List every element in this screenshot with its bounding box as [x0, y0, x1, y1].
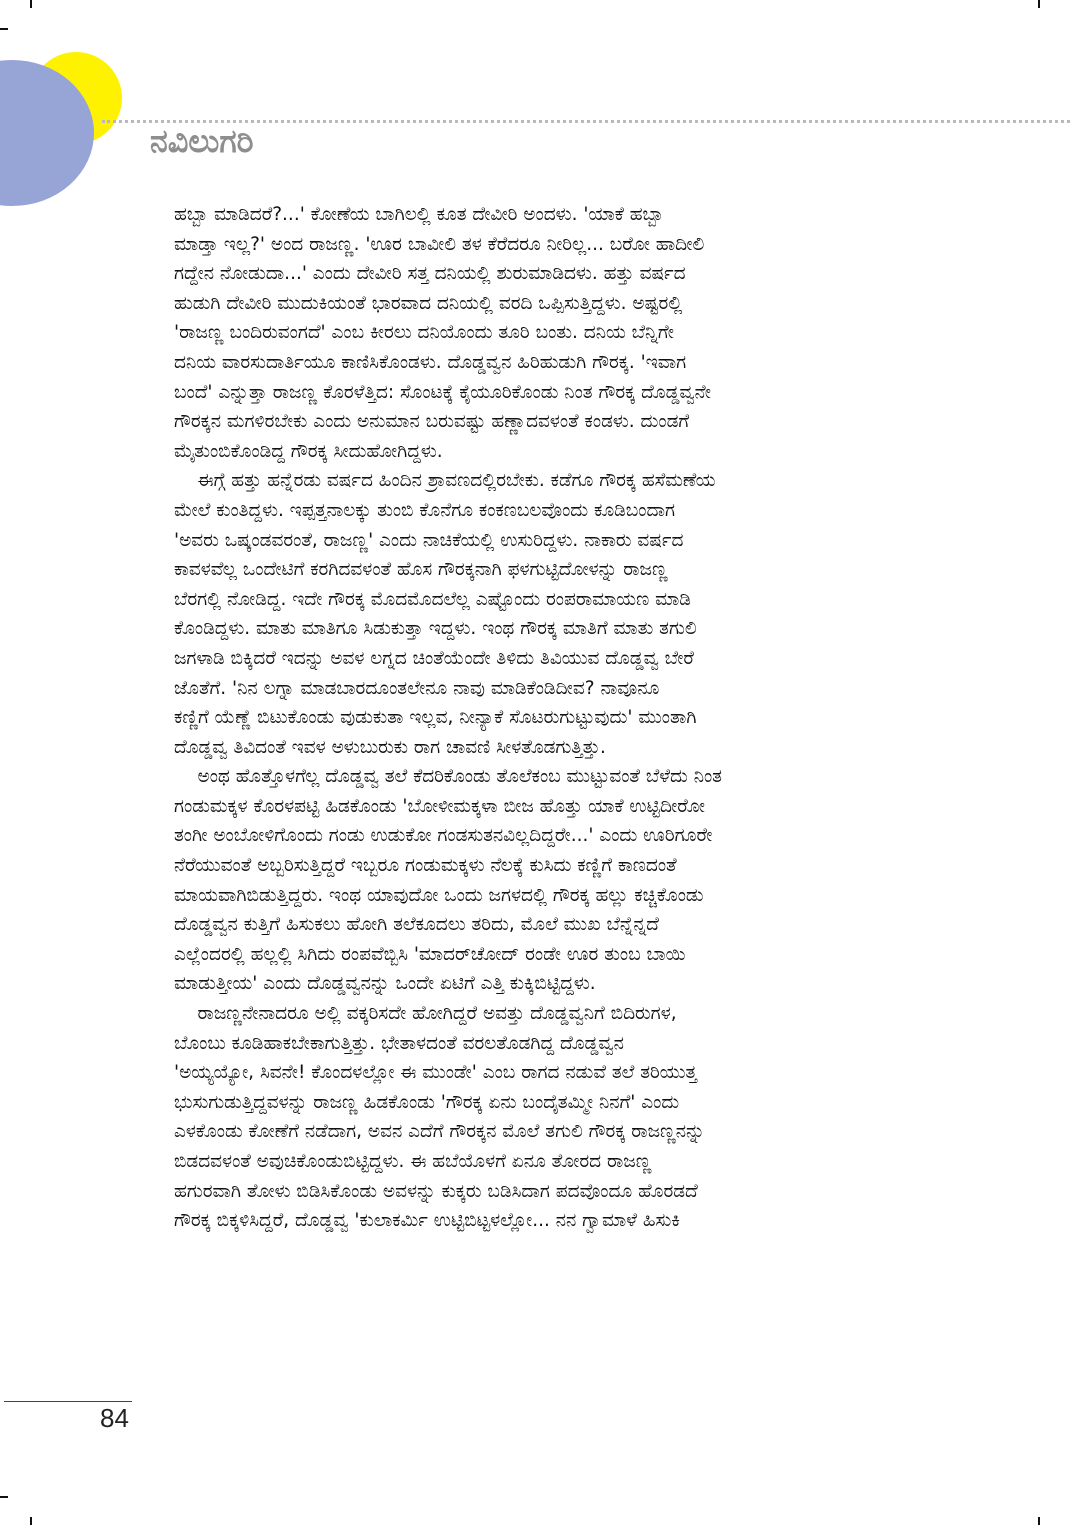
text-line: ಗೌರಕ್ಕನ ಮಗಳಿರಬೇಕು ಎಂದು ಅನುಮಾನ ಬರುವಷ್ಟು ಹಣ್ಣಾದವಳಂತೆ ಕಂಡಳು. ದುಂಡಗೆ — [174, 411, 690, 433]
text-line: ಬೊಂಬು ಕೂಡಿಹಾಕಬೇಕಾಗುತ್ತಿತ್ತು. ಭೇತಾಳದಂತೆ ವರಲತೊಡಗಿದ್ದ ದೊಡ್ಡವ್ವನ — [174, 1032, 624, 1054]
text-line: ಎಳಕೊಂಡು ಕೋಣೆಗೆ ನಡೆದಾಗ, ಅವನ ಎದೆಗೆ ಗೌರಕ್ಕನ ಮೊಲೆ ತಗುಲಿ ಗೌರಕ್ಕ ರಾಜಣ್ಣನನ್ನು — [174, 1121, 705, 1143]
text-line: ಬೆರಗಲ್ಲಿ ನೋಡಿದ್ದ. ಇದೇ ಗೌರಕ್ಕ ಮೊದಮೊದಲೆಲ್ಲ ಎಷ್ಟೊಂದು ರಂಪರಾಮಾಯಣ ಮಾಡಿ — [174, 588, 691, 610]
text-line: 'ರಾಜಣ್ಣ ಬಂದಿರುವಂಗದೆ' ಎಂಬ ಕೀರಲು ದನಿಯೊಂದು ತೂರಿ ಬಂತು. ದನಿಯ ಬೆನ್ನಿಗೇ — [174, 322, 674, 344]
crop-mark-bottom-left — [30, 1517, 32, 1525]
crop-mark-top-right — [1038, 0, 1040, 8]
body-text — [174, 200, 944, 1236]
text-line: ಮೈತುಂಬಿಕೊಂಡಿದ್ದ ಗೌರಕ್ಕ ಸೀದುಹೋಗಿದ್ದಳು. — [174, 440, 443, 462]
text-line: ನೆರೆಯುವಂತೆ ಅಬ್ಬರಿಸುತ್ತಿದ್ದರೆ ಇಬ್ಬರೂ ಗಂಡುಮಕ್ಕಳು ನೆಲಕ್ಕೆ ಕುಸಿದು ಕಣ್ಣಿಗೆ ಕಾಣದಂತೆ — [174, 855, 677, 877]
crop-mark-bottom-left-h — [0, 1496, 8, 1498]
text-line: ಗೌರಕ್ಕ ಬಿಕ್ಕಳಿಸಿದ್ದರೆ, ದೊಡ್ಡವ್ವ 'ಕುಲಾಕರ್ಮಿ ಉಟ್ಟಿಬಿಟ್ಟಳಲ್ಲೋ... ನನ ಗ್ವಾಮಾಳೆ ಹಿಸುಕಿ — [174, 1210, 680, 1232]
text-line: ಕಾವಳವೆಲ್ಲ ಒಂದೇಟಿಗೆ ಕರಗಿದವಳಂತೆ ಹೊಸ ಗೌರಕ್ಕನಾಗಿ ಫಳಗುಟ್ಟಿದೋಳನ್ನು ರಾಜಣ್ಣ — [174, 559, 668, 581]
text-line: ಅಂಥ ಹೊತ್ತೊಳಗೆಲ್ಲ ದೊಡ್ಡವ್ವ ತಲೆ ಕೆದರಿಕೊಂಡು ತೊಲೆಕಂಬ ಮುಟ್ಟುವಂತೆ ಬೆಳೆದು ನಿಂತ — [174, 766, 722, 788]
text-line: ಜಗಳಾಡಿ ಬಿಕ್ಕಿದರೆ ಇದನ್ನು ಅವಳ ಲಗ್ನದ ಚಿಂತೆಯೆಂದೇ ತಿಳಿದು ತಿವಿಯುವ ದೊಡ್ಡವ್ವ ಬೇರೆ — [174, 647, 694, 669]
text-line: ದನಿಯ ವಾರಸುದಾರ್ತಿಯೂ ಕಾಣಿಸಿಕೊಂಡಳು. ದೊಡ್ಡವ್ವನ ಹಿರಿಹುಡುಗಿ ಗೌರಕ್ಕ. 'ಇವಾಗ — [174, 351, 687, 373]
text-line: ಹಬ್ಬಾ ಮಾಡಿದರೆ?...' ಕೋಣೆಯ ಬಾಗಿಲಲ್ಲಿ ಕೂತ ದೇವೀರಿ ಅಂದಳು. 'ಯಾಕೆ ಹಬ್ಬಾ — [174, 204, 664, 225]
text-line: ಈಗ್ಗೆ ಹತ್ತು ಹನ್ನೆರಡು ವರ್ಷದ ಹಿಂದಿನ ಶ್ರಾವಣದಲ್ಲಿರಬೇಕು. ಕಡೆಗೂ ಗೌರಕ್ಕ ಹಸೆಮಣೆಯ — [174, 470, 716, 492]
text-line: ಎಲ್ಲೆಂದರಲ್ಲಿ ಹಲ್ಲಲ್ಲಿ ಸಿಗಿದು ರಂಪವೆಬ್ಬಿಸಿ 'ಮಾದರ್‌ಚೋದ್ ರಂಡೇ ಊರ ತುಂಬ ಬಾಯಿ — [174, 943, 686, 965]
text-line: ದೊಡ್ಡವ್ವನ ಕುತ್ತಿಗೆ ಹಿಸುಕಲು ಹೋಗಿ ತಲೆಕೂದಲು ತರಿದು, ಮೊಲೆ ಮುಖ ಬೆನ್ನೆನ್ನದೆ — [174, 914, 659, 936]
crop-mark-top-left — [30, 0, 32, 8]
text-line: ರಾಜಣ್ಣನೇನಾದರೂ ಅಲ್ಲಿ ವಕ್ಕರಿಸದೇ ಹೋಗಿದ್ದರೆ ಅವತ್ತು ದೊಡ್ಡವ್ವನಿಗೆ ಬಿದಿರುಗಳ, — [174, 1003, 677, 1025]
section-title: ನವಿಲುಗರಿ — [150, 122, 254, 160]
crop-mark-bottom-right — [1038, 1517, 1040, 1525]
text-line: ಕಣ್ಣಿಗೆ ಯೆಣ್ಣೆ ಬಿಟುಕೊಂಡು ವುಡುಕುತಾ ಇಲ್ಲವ, ನೀನ್ಯಾಕೆ ಸೊಟರುಗುಟ್ಟುವುದು' ಮುಂತಾಗಿ — [174, 707, 697, 729]
crop-mark-top-left-h — [0, 28, 8, 30]
text-line: ಕೊಂಡಿದ್ದಳು. ಮಾತು ಮಾತಿಗೂ ಸಿಡುಕುತ್ತಾ ಇದ್ದಳು. ಇಂಥ ಗೌರಕ್ಕ ಮಾತಿಗೆ ಮಾತು ತಗುಲಿ — [174, 618, 697, 640]
text-line: ತಂಗೀ ಅಂಬೋಳಿಗೊಂದು ಗಂಡು ಉಡುಕೋ ಗಂಡಸುತನವಿಲ್ಲದಿದ್ದರೇ...' ಎಂದು ಊರಿಗೂರೇ — [174, 825, 713, 847]
text-line: 'ಅಯ್ಯಯ್ಯೋ, ಸಿವನೇ! ಕೊಂದಳಲ್ಲೋ ಈ ಮುಂಡೇ' ಎಂಬ ರಾಗದ ನಡುವೆ ತಲೆ ತರಿಯುತ್ತ — [174, 1062, 697, 1084]
text-line: ಹುಡುಗಿ ದೇವೀರಿ ಮುದುಕಿಯಂತೆ ಭಾರವಾದ ದನಿಯಲ್ಲಿ ವರದಿ ಒಪ್ಪಿಸುತ್ತಿದ್ದಳು. ಅಷ್ಟರಲ್ಲಿ — [174, 292, 683, 314]
text-line: 'ಅವರು ಒಷ್ಕಂಡವರಂತೆ, ರಾಜಣ್ಣ' ಎಂದು ನಾಚಿಕೆಯಲ್ಲಿ ಉಸುರಿದ್ದಳು. ನಾಕಾರು ವರ್ಷದ — [174, 529, 684, 551]
text-line: ದೊಡ್ಡವ್ವ ತಿವಿದಂತೆ ಇವಳ ಅಳುಬುರುಕು ರಾಗ ಚಾವಣಿ ಸೀಳತೊಡಗುತ್ತಿತ್ತು. — [174, 736, 606, 758]
page-number: 84 — [100, 1403, 129, 1433]
text-line: ಮೇಲೆ ಕುಂತಿದ್ದಳು. ಇಪ್ಪತ್ತನಾಲಕ್ಕು ತುಂಬಿ ಕೊನೆಗೂ ಕಂಕಣಬಲವೊಂದು ಕೂಡಿಬಂದಾಗ — [174, 499, 675, 521]
text-line: ಬಂದೆ' ಎನ್ನುತ್ತಾ ರಾಜಣ್ಣ ಕೊರಳೆತ್ತಿದ: ಸೊಂಟಕ್ಕೆ ಕೈಯೂರಿಕೊಂಡು ನಿಂತ ಗೌರಕ್ಕ ದೊಡ್ಡವ್ವನೇ — [174, 381, 711, 403]
text-line: ಜೊತೆಗೆ. 'ನಿನ ಲಗ್ನಾ ಮಾಡಬಾರದೂಂತಲೇನೂ ನಾವು ಮಾಡಿಕೆಂಡಿದೀವ? ನಾವೂನೂ — [174, 677, 660, 699]
text-line: ಮಾಯವಾಗಿಬಿಡುತ್ತಿದ್ದರು. ಇಂಥ ಯಾವುದೋ ಒಂದು ಜಗಳದಲ್ಲಿ ಗೌರಕ್ಕ ಹಲ್ಲು ಕಚ್ಚಿಕೊಂಡು — [174, 884, 704, 906]
text-line: ಭುಸುಗುಡುತ್ತಿದ್ದವಳನ್ನು ರಾಜಣ್ಣ ಹಿಡಕೊಂಡು 'ಗೌರಕ್ಕ ಏನು ಬಂದೈತಮ್ಮೀ ನಿನಗೆ' ಎಂದು — [174, 1091, 680, 1113]
text-line: ಗಂಡುಮಕ್ಕಳ ಕೊರಳಪಟ್ಟಿ ಹಿಡಕೊಂಡು 'ಬೋಳೀಮಕ್ಕಳಾ ಬೀಜ ಹೊತ್ತು ಯಾಕೆ ಉಟ್ಟಿದೀರೋ — [174, 795, 705, 817]
text-line: ಗದ್ದೇನ ನೋಡುದಾ...' ಎಂದು ದೇವೀರಿ ಸತ್ತ ದನಿಯಲ್ಲಿ ಶುರುಮಾಡಿದಳು. ಹತ್ತು ವರ್ಷದ — [174, 263, 686, 285]
text-line: ಮಾಡ್ತಾ ಇಲ್ಲ?' ಅಂದ ರಾಜಣ್ಣ. 'ಊರ ಬಾವೀಲಿ ತಳ ಕೆರೆದರೂ ನೀರಿಲ್ಲ... ಬರೋ ಹಾದೀಲಿ — [174, 233, 705, 255]
footer-rule — [4, 1401, 132, 1402]
text-line: ಹಗುರವಾಗಿ ತೋಳು ಬಿಡಿಸಿಕೊಂಡು ಅವಳನ್ನು ಕುಕ್ಕರು ಬಡಿಸಿದಾಗ ಪದವೊಂದೂ ಹೊರಡದೆ — [174, 1180, 698, 1202]
text-line: ಮಾಡುತ್ತೀಯ' ಎಂದು ದೊಡ್ಡವ್ವನನ್ನು ಒಂದೇ ಏಟಿಗೆ ಎತ್ತಿ ಕುಕ್ಕಿಬಿಟ್ಟಿದ್ದಳು. — [174, 973, 596, 995]
text-line: ಬಿಡದವಳಂತೆ ಅವುಚಿಕೊಂಡುಬಿಟ್ಟಿದ್ದಳು. ಈ ಹಬೆಯೊಳಗೆ ಏನೂ ತೋರದ ರಾಜಣ್ಣ — [174, 1151, 652, 1172]
